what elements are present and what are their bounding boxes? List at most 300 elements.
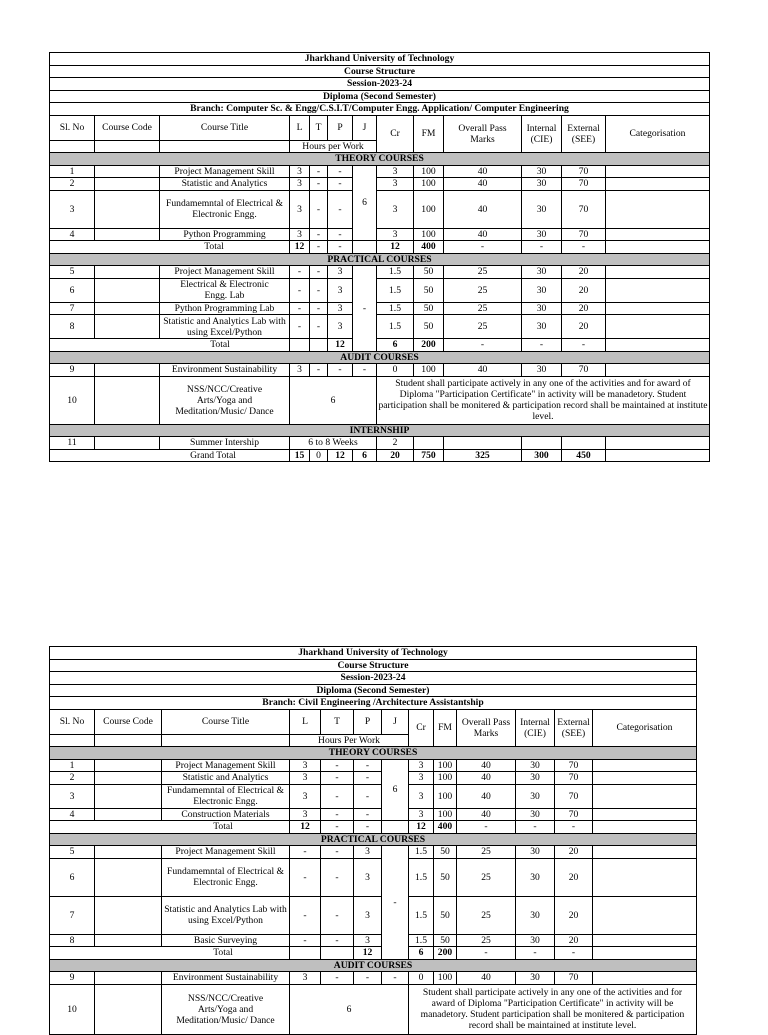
header-sl-no: Sl. No <box>50 709 95 734</box>
see-value: 20 <box>555 858 593 896</box>
pass-value: 40 <box>444 364 522 377</box>
section-audit: AUDIT COURSES <box>50 959 697 972</box>
cie-value: 30 <box>516 934 555 947</box>
cr-value: 3 <box>409 808 434 821</box>
sl-no: 8 <box>50 934 95 947</box>
course-code <box>95 266 160 279</box>
fm-value: 100 <box>434 808 457 821</box>
l-value: 3 <box>290 178 310 191</box>
section-theory: THEORY COURSES <box>50 153 710 166</box>
l-value: 3 <box>290 165 310 178</box>
cie-value: 30 <box>516 972 555 985</box>
pass-value: 40 <box>457 759 516 772</box>
cie-value: 30 <box>516 846 555 859</box>
course-code <box>95 437 160 450</box>
course-structure-table-civil <box>49 646 697 1035</box>
total-p: - <box>328 241 353 254</box>
see-value: 20 <box>562 278 606 302</box>
see-value: 70 <box>562 178 606 191</box>
t-value: - <box>321 808 354 821</box>
l-value: - <box>290 302 310 315</box>
sl-no: 10 <box>50 376 95 424</box>
l-value: 3 <box>290 190 310 228</box>
fm-value: 50 <box>434 846 457 859</box>
university-name: Jharkhand University of Technology <box>50 647 697 660</box>
see-value: 70 <box>555 772 593 785</box>
categorisation <box>606 178 710 191</box>
p-value: 3 <box>354 846 382 859</box>
p-value: 3 <box>328 315 353 339</box>
header-l: L <box>290 115 310 140</box>
total-cie: - <box>516 947 555 960</box>
pass-value: 25 <box>457 858 516 896</box>
header-sl-no: Sl. No <box>50 115 95 140</box>
p-value: - <box>328 178 353 191</box>
diploma-semester: Diploma (Second Semester) <box>50 684 697 697</box>
structure-title: Course Structure <box>50 659 697 672</box>
see-value: 20 <box>562 266 606 279</box>
fm-value: 100 <box>414 364 444 377</box>
j-value: - <box>382 972 409 985</box>
t-value: - <box>321 846 354 859</box>
course-title: Statistic and Analytics Lab with using Excel/Python <box>162 896 290 934</box>
fm-value: 50 <box>414 278 444 302</box>
total-fm: 400 <box>434 821 457 834</box>
fm-value: 50 <box>434 858 457 896</box>
pass-value: 25 <box>457 846 516 859</box>
branch-label: Branch: Computer Sc. & Engg/C.S.I.T/Computer Engg. Application/ Computer Engineering <box>50 103 710 116</box>
grand-total-fm: 750 <box>414 449 444 462</box>
p-value: - <box>328 228 353 241</box>
p-value: 3 <box>354 934 382 947</box>
p-value: 3 <box>354 896 382 934</box>
sl-no: 5 <box>50 266 95 279</box>
cie-value: 30 <box>516 858 555 896</box>
structure-title: Course Structure <box>50 65 710 78</box>
total-p: 12 <box>354 947 382 960</box>
cr-value: 0 <box>409 972 434 985</box>
pass-value: 25 <box>457 934 516 947</box>
fm-value: 100 <box>414 165 444 178</box>
sl-no: 9 <box>50 364 95 377</box>
sl-no: 3 <box>50 784 95 808</box>
course-title: Statistic and Analytics <box>160 178 290 191</box>
course-title: Python Programming <box>160 228 290 241</box>
header-t: T <box>310 115 328 140</box>
diploma-semester: Diploma (Second Semester) <box>50 90 710 103</box>
categorisation <box>606 266 710 279</box>
l-value: - <box>290 934 321 947</box>
header-cr: Cr <box>409 709 434 747</box>
categorisation <box>606 302 710 315</box>
sl-no: 9 <box>50 972 95 985</box>
t-value: - <box>310 165 328 178</box>
header-course-title: Course Title <box>160 115 290 140</box>
fm-value: 100 <box>414 178 444 191</box>
categorisation <box>593 858 697 896</box>
see-value: 70 <box>562 228 606 241</box>
total-p: - <box>354 821 382 834</box>
l-value: 3 <box>290 228 310 241</box>
p-value: - <box>328 364 353 377</box>
sl-no: 11 <box>50 437 95 450</box>
cr-value: 3 <box>377 178 414 191</box>
see-value: 70 <box>555 972 593 985</box>
j-value: 6 <box>353 165 377 241</box>
header-categorisation: Categorisation <box>606 115 710 153</box>
course-title: Project Management Skill <box>160 165 290 178</box>
course-title: Python Programming Lab <box>160 302 290 315</box>
p-value: 3 <box>328 302 353 315</box>
course-code <box>95 228 160 241</box>
course-structure-table-cse <box>49 52 710 462</box>
see-value: 70 <box>562 364 606 377</box>
see-value: 70 <box>562 190 606 228</box>
fm-value: 100 <box>414 228 444 241</box>
sl-no: 2 <box>50 178 95 191</box>
sl-no: 6 <box>50 858 95 896</box>
course-title: Summer Intership <box>160 437 290 450</box>
cr-value: 2 <box>377 437 414 450</box>
cr-value: 1.5 <box>377 315 414 339</box>
t-value: - <box>310 364 328 377</box>
pass-value: 40 <box>457 808 516 821</box>
categorisation <box>593 784 697 808</box>
sl-no: 4 <box>50 808 95 821</box>
course-code <box>95 896 162 934</box>
nss-hours: 6 <box>290 984 409 1034</box>
sl-no: 8 <box>50 315 95 339</box>
section-internship: INTERNSHIP <box>50 424 710 437</box>
p-value: - <box>354 972 382 985</box>
grand-total-l: 15 <box>290 449 310 462</box>
total-cie: - <box>516 821 555 834</box>
cie-value: 30 <box>522 302 562 315</box>
sl-no: 2 <box>50 772 95 785</box>
t-value: - <box>321 896 354 934</box>
section-theory: THEORY COURSES <box>50 747 697 760</box>
j-value: - <box>382 846 409 960</box>
t-value: - <box>321 858 354 896</box>
sl-no: 1 <box>50 165 95 178</box>
header-p: P <box>354 709 382 734</box>
course-title: Basic Surveying <box>162 934 290 947</box>
fm-value: 100 <box>434 784 457 808</box>
total-t: - <box>321 821 354 834</box>
fm-value: 50 <box>414 302 444 315</box>
course-code <box>95 784 162 808</box>
categorisation <box>606 278 710 302</box>
l-value: - <box>290 266 310 279</box>
see-value: 20 <box>555 846 593 859</box>
course-code <box>95 178 160 191</box>
total-p: 12 <box>328 339 353 352</box>
total-cr: 12 <box>409 821 434 834</box>
course-title: Fundamemntal of Electrical & Electronic Engg. <box>160 190 290 228</box>
p-value: - <box>354 772 382 785</box>
cie-value: 30 <box>522 228 562 241</box>
course-code <box>95 972 162 985</box>
university-name: Jharkhand University of Technology <box>50 53 710 66</box>
participation-note: Student shall participate actively in any one of the activities and for award of Diploma "Participation Certificate" in activity will be manadetory. Student participation shall be monitered & participation record shall be maintained at institute level. <box>409 984 697 1034</box>
fm-value: 100 <box>434 759 457 772</box>
see-value: 70 <box>555 759 593 772</box>
internship-duration: 6 to 8 Weeks <box>290 437 377 450</box>
header-cr: Cr <box>377 115 414 153</box>
t-value: - <box>310 315 328 339</box>
fm-value: 50 <box>414 266 444 279</box>
grand-total-j: 6 <box>353 449 377 462</box>
course-code <box>95 165 160 178</box>
categorisation <box>593 808 697 821</box>
t-value: - <box>321 772 354 785</box>
fm-value: 50 <box>434 934 457 947</box>
grand-total-t: 0 <box>310 449 328 462</box>
pass-value: 40 <box>457 972 516 985</box>
categorisation <box>606 228 710 241</box>
sl-no: 10 <box>50 984 95 1034</box>
total-cr: 6 <box>409 947 434 960</box>
header-internal: Internal (CIE) <box>516 709 555 747</box>
header-course-code: Course Code <box>95 115 160 140</box>
header-l: L <box>290 709 321 734</box>
cie-value: 30 <box>522 266 562 279</box>
branch-label: Branch: Civil Engineering /Architecture Assistantship <box>50 697 697 710</box>
sl-no: 6 <box>50 278 95 302</box>
cr-value: 1.5 <box>377 278 414 302</box>
cie-value: 30 <box>522 278 562 302</box>
p-value: - <box>328 190 353 228</box>
header-pass-marks: Overall Pass Marks <box>444 115 522 153</box>
t-value: - <box>310 266 328 279</box>
categorisation <box>606 165 710 178</box>
l-value: - <box>290 846 321 859</box>
grand-total-see: 450 <box>562 449 606 462</box>
t-value: - <box>310 228 328 241</box>
total-l: 12 <box>290 821 321 834</box>
course-title: Environment Sustainability <box>160 364 290 377</box>
total-see: - <box>555 947 593 960</box>
sl-no: 3 <box>50 190 95 228</box>
see-value: 20 <box>555 934 593 947</box>
sl-no: 1 <box>50 759 95 772</box>
fm-value: 100 <box>434 972 457 985</box>
header-t: T <box>321 709 354 734</box>
fm-value: 50 <box>414 315 444 339</box>
cie-value: 30 <box>522 190 562 228</box>
course-title: NSS/NCC/Creative Arts/Yoga and Meditation/Music/ Dance <box>160 376 290 424</box>
l-value: 3 <box>290 772 321 785</box>
header-categorisation: Categorisation <box>593 709 697 747</box>
t-value: - <box>310 302 328 315</box>
cr-value: 1.5 <box>377 266 414 279</box>
cie-value: 30 <box>516 896 555 934</box>
pass-value: 25 <box>444 278 522 302</box>
course-code <box>95 364 160 377</box>
total-cie: - <box>522 339 562 352</box>
section-practical: PRACTICAL COURSES <box>50 833 697 846</box>
total-fm: 200 <box>414 339 444 352</box>
categorisation <box>593 896 697 934</box>
total-cr: 6 <box>377 339 414 352</box>
l-value: - <box>290 278 310 302</box>
see-value: 70 <box>555 784 593 808</box>
course-code <box>95 302 160 315</box>
t-value: - <box>321 784 354 808</box>
j-value: - <box>353 266 377 352</box>
categorisation <box>593 934 697 947</box>
total-cr: 12 <box>377 241 414 254</box>
grand-total-label: Grand Total <box>50 449 290 462</box>
course-title: Project Management Skill <box>162 759 290 772</box>
course-code <box>95 759 162 772</box>
header-course-title: Course Title <box>162 709 290 734</box>
session-label: Session-2023-24 <box>50 672 697 685</box>
hours-per-work-label: Hours Per Work <box>290 734 409 747</box>
categorisation <box>606 190 710 228</box>
fm-value: 100 <box>414 190 444 228</box>
course-code <box>95 846 162 859</box>
categorisation <box>593 846 697 859</box>
categorisation <box>593 772 697 785</box>
total-cie: - <box>522 241 562 254</box>
total-see: - <box>562 339 606 352</box>
header-j: J <box>382 709 409 734</box>
cr-value: 3 <box>409 759 434 772</box>
cr-value: 1.5 <box>409 934 434 947</box>
pass-value: 40 <box>457 772 516 785</box>
cr-value: 1.5 <box>409 896 434 934</box>
course-title: Construction Materials <box>162 808 290 821</box>
grand-total-pass: 325 <box>444 449 522 462</box>
p-value: - <box>354 808 382 821</box>
course-title: Project Management Skill <box>160 266 290 279</box>
l-value: 3 <box>290 972 321 985</box>
course-code <box>95 278 160 302</box>
t-value: - <box>321 934 354 947</box>
cr-value: 3 <box>409 784 434 808</box>
pass-value: 40 <box>457 784 516 808</box>
l-value: 3 <box>290 759 321 772</box>
course-code <box>95 808 162 821</box>
hours-per-work-label: Hours per Work <box>290 140 377 153</box>
total-pass: - <box>457 821 516 834</box>
header-fm: FM <box>414 115 444 153</box>
pass-value: 40 <box>444 190 522 228</box>
see-value: 70 <box>562 165 606 178</box>
section-audit: AUDIT COURSES <box>50 351 710 364</box>
total-see: - <box>555 821 593 834</box>
cie-value: 30 <box>516 784 555 808</box>
cie-value: 30 <box>516 772 555 785</box>
l-value: 3 <box>290 784 321 808</box>
p-value: - <box>328 165 353 178</box>
session-label: Session-2023-24 <box>50 78 710 91</box>
cr-value: 1.5 <box>377 302 414 315</box>
categorisation <box>606 315 710 339</box>
cr-value: 3 <box>377 165 414 178</box>
cr-value: 1.5 <box>409 846 434 859</box>
grand-total-p: 12 <box>328 449 353 462</box>
header-course-code: Course Code <box>95 709 162 734</box>
header-j: J <box>353 115 377 140</box>
theory-total-label: Total <box>50 821 290 834</box>
cr-value: 0 <box>377 364 414 377</box>
cr-value: 3 <box>409 772 434 785</box>
see-value: 20 <box>562 302 606 315</box>
course-code <box>95 315 160 339</box>
header-pass-marks: Overall Pass Marks <box>457 709 516 747</box>
nss-hours: 6 <box>290 376 377 424</box>
section-practical: PRACTICAL COURSES <box>50 253 710 266</box>
total-pass: - <box>444 241 522 254</box>
pass-value: 40 <box>444 228 522 241</box>
practical-total-label: Total <box>50 339 290 352</box>
total-l: 12 <box>290 241 310 254</box>
header-fm: FM <box>434 709 457 747</box>
cie-value: 30 <box>522 165 562 178</box>
course-title: Statistic and Analytics Lab with using Excel/Python <box>160 315 290 339</box>
p-value: 3 <box>328 278 353 302</box>
header-internal: Internal (CIE) <box>522 115 562 153</box>
course-title: Environment Sustainability <box>162 972 290 985</box>
l-value: - <box>290 896 321 934</box>
p-value: - <box>354 759 382 772</box>
cie-value: 30 <box>522 364 562 377</box>
grand-total-cie: 300 <box>522 449 562 462</box>
t-value: - <box>310 278 328 302</box>
fm-value: 50 <box>434 896 457 934</box>
course-title: Fundamemntal of Electrical & Electronic Engg. <box>162 858 290 896</box>
course-title: Project Management Skill <box>162 846 290 859</box>
cr-value: 1.5 <box>409 858 434 896</box>
course-title: Statistic and Analytics <box>162 772 290 785</box>
course-code <box>95 984 162 1034</box>
l-value: 3 <box>290 364 310 377</box>
pass-value: 40 <box>444 165 522 178</box>
see-value: 70 <box>555 808 593 821</box>
cie-value: 30 <box>516 808 555 821</box>
l-value: - <box>290 858 321 896</box>
p-value: 3 <box>354 858 382 896</box>
course-code <box>95 190 160 228</box>
practical-total-label: Total <box>50 947 290 960</box>
course-title: NSS/NCC/Creative Arts/Yoga and Meditation/Music/ Dance <box>162 984 290 1034</box>
pass-value: 25 <box>444 266 522 279</box>
pass-value: 25 <box>457 896 516 934</box>
grand-total-cr: 20 <box>377 449 414 462</box>
t-value: - <box>310 190 328 228</box>
cie-value: 30 <box>522 178 562 191</box>
total-pass: - <box>444 339 522 352</box>
pass-value: 25 <box>444 315 522 339</box>
cr-value: 3 <box>377 228 414 241</box>
sl-no: 4 <box>50 228 95 241</box>
see-value: 20 <box>562 315 606 339</box>
sl-no: 7 <box>50 302 95 315</box>
l-value: - <box>290 315 310 339</box>
pass-value: 25 <box>444 302 522 315</box>
theory-total-label: Total <box>50 241 290 254</box>
t-value: - <box>321 759 354 772</box>
j-value: 6 <box>382 759 409 821</box>
sl-no: 7 <box>50 896 95 934</box>
see-value: 20 <box>555 896 593 934</box>
course-code <box>95 772 162 785</box>
j-value: - <box>353 364 377 377</box>
cr-value: 3 <box>377 190 414 228</box>
course-title: Fundamemntal of Electrical & Electronic Engg. <box>162 784 290 808</box>
